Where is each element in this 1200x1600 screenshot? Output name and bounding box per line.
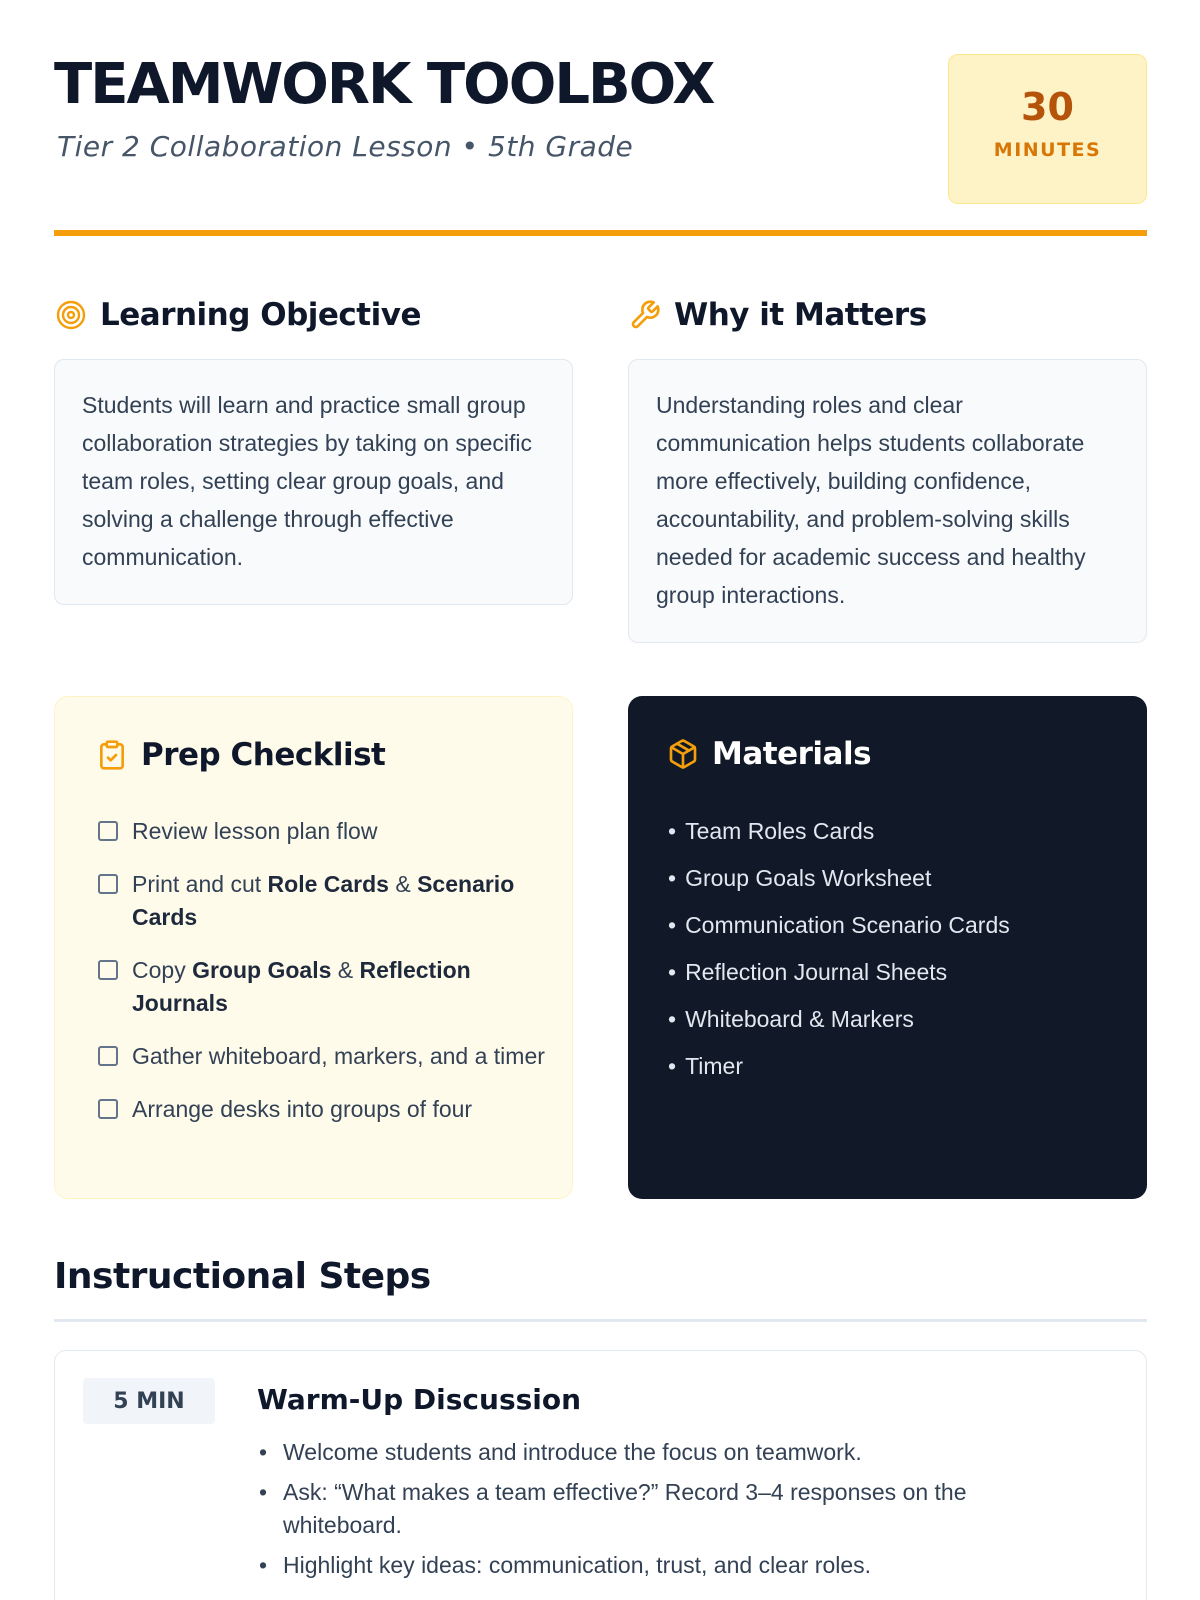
checkbox[interactable] bbox=[98, 821, 118, 841]
objective-card bbox=[54, 359, 573, 605]
wrench-icon bbox=[628, 298, 662, 332]
header bbox=[54, 0, 1147, 236]
prep-checklist-card bbox=[54, 696, 573, 1199]
checklist-item bbox=[98, 868, 548, 934]
step-bullet: • Highlight key ideas: communication, trust, and clear roles. bbox=[257, 1549, 1057, 1582]
materials-item: • Whiteboard & Markers bbox=[668, 996, 1010, 1043]
objective-title: Learning Objective bbox=[100, 297, 421, 333]
clipboard-check-icon bbox=[95, 738, 129, 772]
checklist-item bbox=[98, 1093, 548, 1126]
materials-item: • Communication Scenario Cards bbox=[668, 902, 1010, 949]
steps-heading: Instructional Steps bbox=[54, 1256, 431, 1297]
materials-item: • Group Goals Worksheet bbox=[668, 855, 1010, 902]
why-text: Understanding roles and clear communication helps students collaborate more effectively, building confidence, accountability, and problem-solving skills needed for academic success and healthy group interactions. bbox=[656, 392, 1086, 608]
materials-heading bbox=[666, 736, 871, 772]
materials-item: • Reflection Journal Sheets bbox=[668, 949, 1010, 996]
objective-heading bbox=[54, 297, 421, 333]
materials-item: • Timer bbox=[668, 1043, 1010, 1090]
step-bullet: • Ask: “What makes a team effective?” Record 3–4 responses on the whiteboard. bbox=[257, 1476, 1057, 1542]
materials-item: • Team Roles Cards bbox=[668, 808, 1010, 855]
materials-title: Materials bbox=[712, 736, 872, 772]
duration-value: 30 bbox=[1021, 85, 1074, 129]
step-duration-badge: 5 MIN bbox=[83, 1378, 215, 1424]
step-title: Warm-Up Discussion bbox=[257, 1383, 582, 1416]
lesson-page bbox=[54, 0, 1147, 1578]
checkbox[interactable] bbox=[98, 1046, 118, 1066]
why-card bbox=[628, 359, 1147, 643]
checklist-item-label: Arrange desks into groups of four bbox=[132, 1096, 473, 1122]
prep-title: Prep Checklist bbox=[141, 737, 386, 773]
package-icon bbox=[666, 737, 700, 771]
checklist-item bbox=[98, 954, 548, 1020]
prep-heading bbox=[95, 737, 385, 773]
checkbox[interactable] bbox=[98, 1099, 118, 1119]
step-card bbox=[54, 1350, 1147, 1600]
page-subtitle: Tier 2 Collaboration Lesson • 5th Grade bbox=[57, 130, 634, 163]
checklist-item-label: Gather whiteboard, markers, and a timer bbox=[132, 1043, 545, 1069]
duration-badge bbox=[948, 54, 1147, 204]
checklist-item-label: Copy Group Goals & Reflection Journals bbox=[132, 957, 471, 1016]
duration-unit: MINUTES bbox=[993, 139, 1102, 161]
materials-list bbox=[668, 808, 1010, 1090]
step-bullet-list bbox=[257, 1436, 1057, 1589]
step-bullet: • Welcome students and introduce the focus on teamwork. bbox=[257, 1436, 1057, 1469]
checklist-item-label: Review lesson plan flow bbox=[132, 818, 378, 844]
header-divider bbox=[54, 230, 1147, 236]
page-title: TEAMWORK TOOLBOX bbox=[54, 52, 714, 117]
checklist-item bbox=[98, 1040, 548, 1073]
checklist-item bbox=[98, 815, 548, 848]
checklist-item-label: Print and cut Role Cards & Scenario Cards bbox=[132, 871, 515, 930]
checkbox[interactable] bbox=[98, 960, 118, 980]
materials-card bbox=[628, 696, 1147, 1199]
why-heading bbox=[628, 297, 927, 333]
target-icon bbox=[54, 298, 88, 332]
checkbox[interactable] bbox=[98, 874, 118, 894]
prep-checklist bbox=[98, 815, 548, 1146]
objective-text: Students will learn and practice small group collaboration strategies by taking on specific team roles, setting clear group goals, and solving a challenge through effective communication. bbox=[82, 392, 533, 570]
steps-divider bbox=[54, 1319, 1147, 1322]
why-title: Why it Matters bbox=[674, 297, 927, 333]
